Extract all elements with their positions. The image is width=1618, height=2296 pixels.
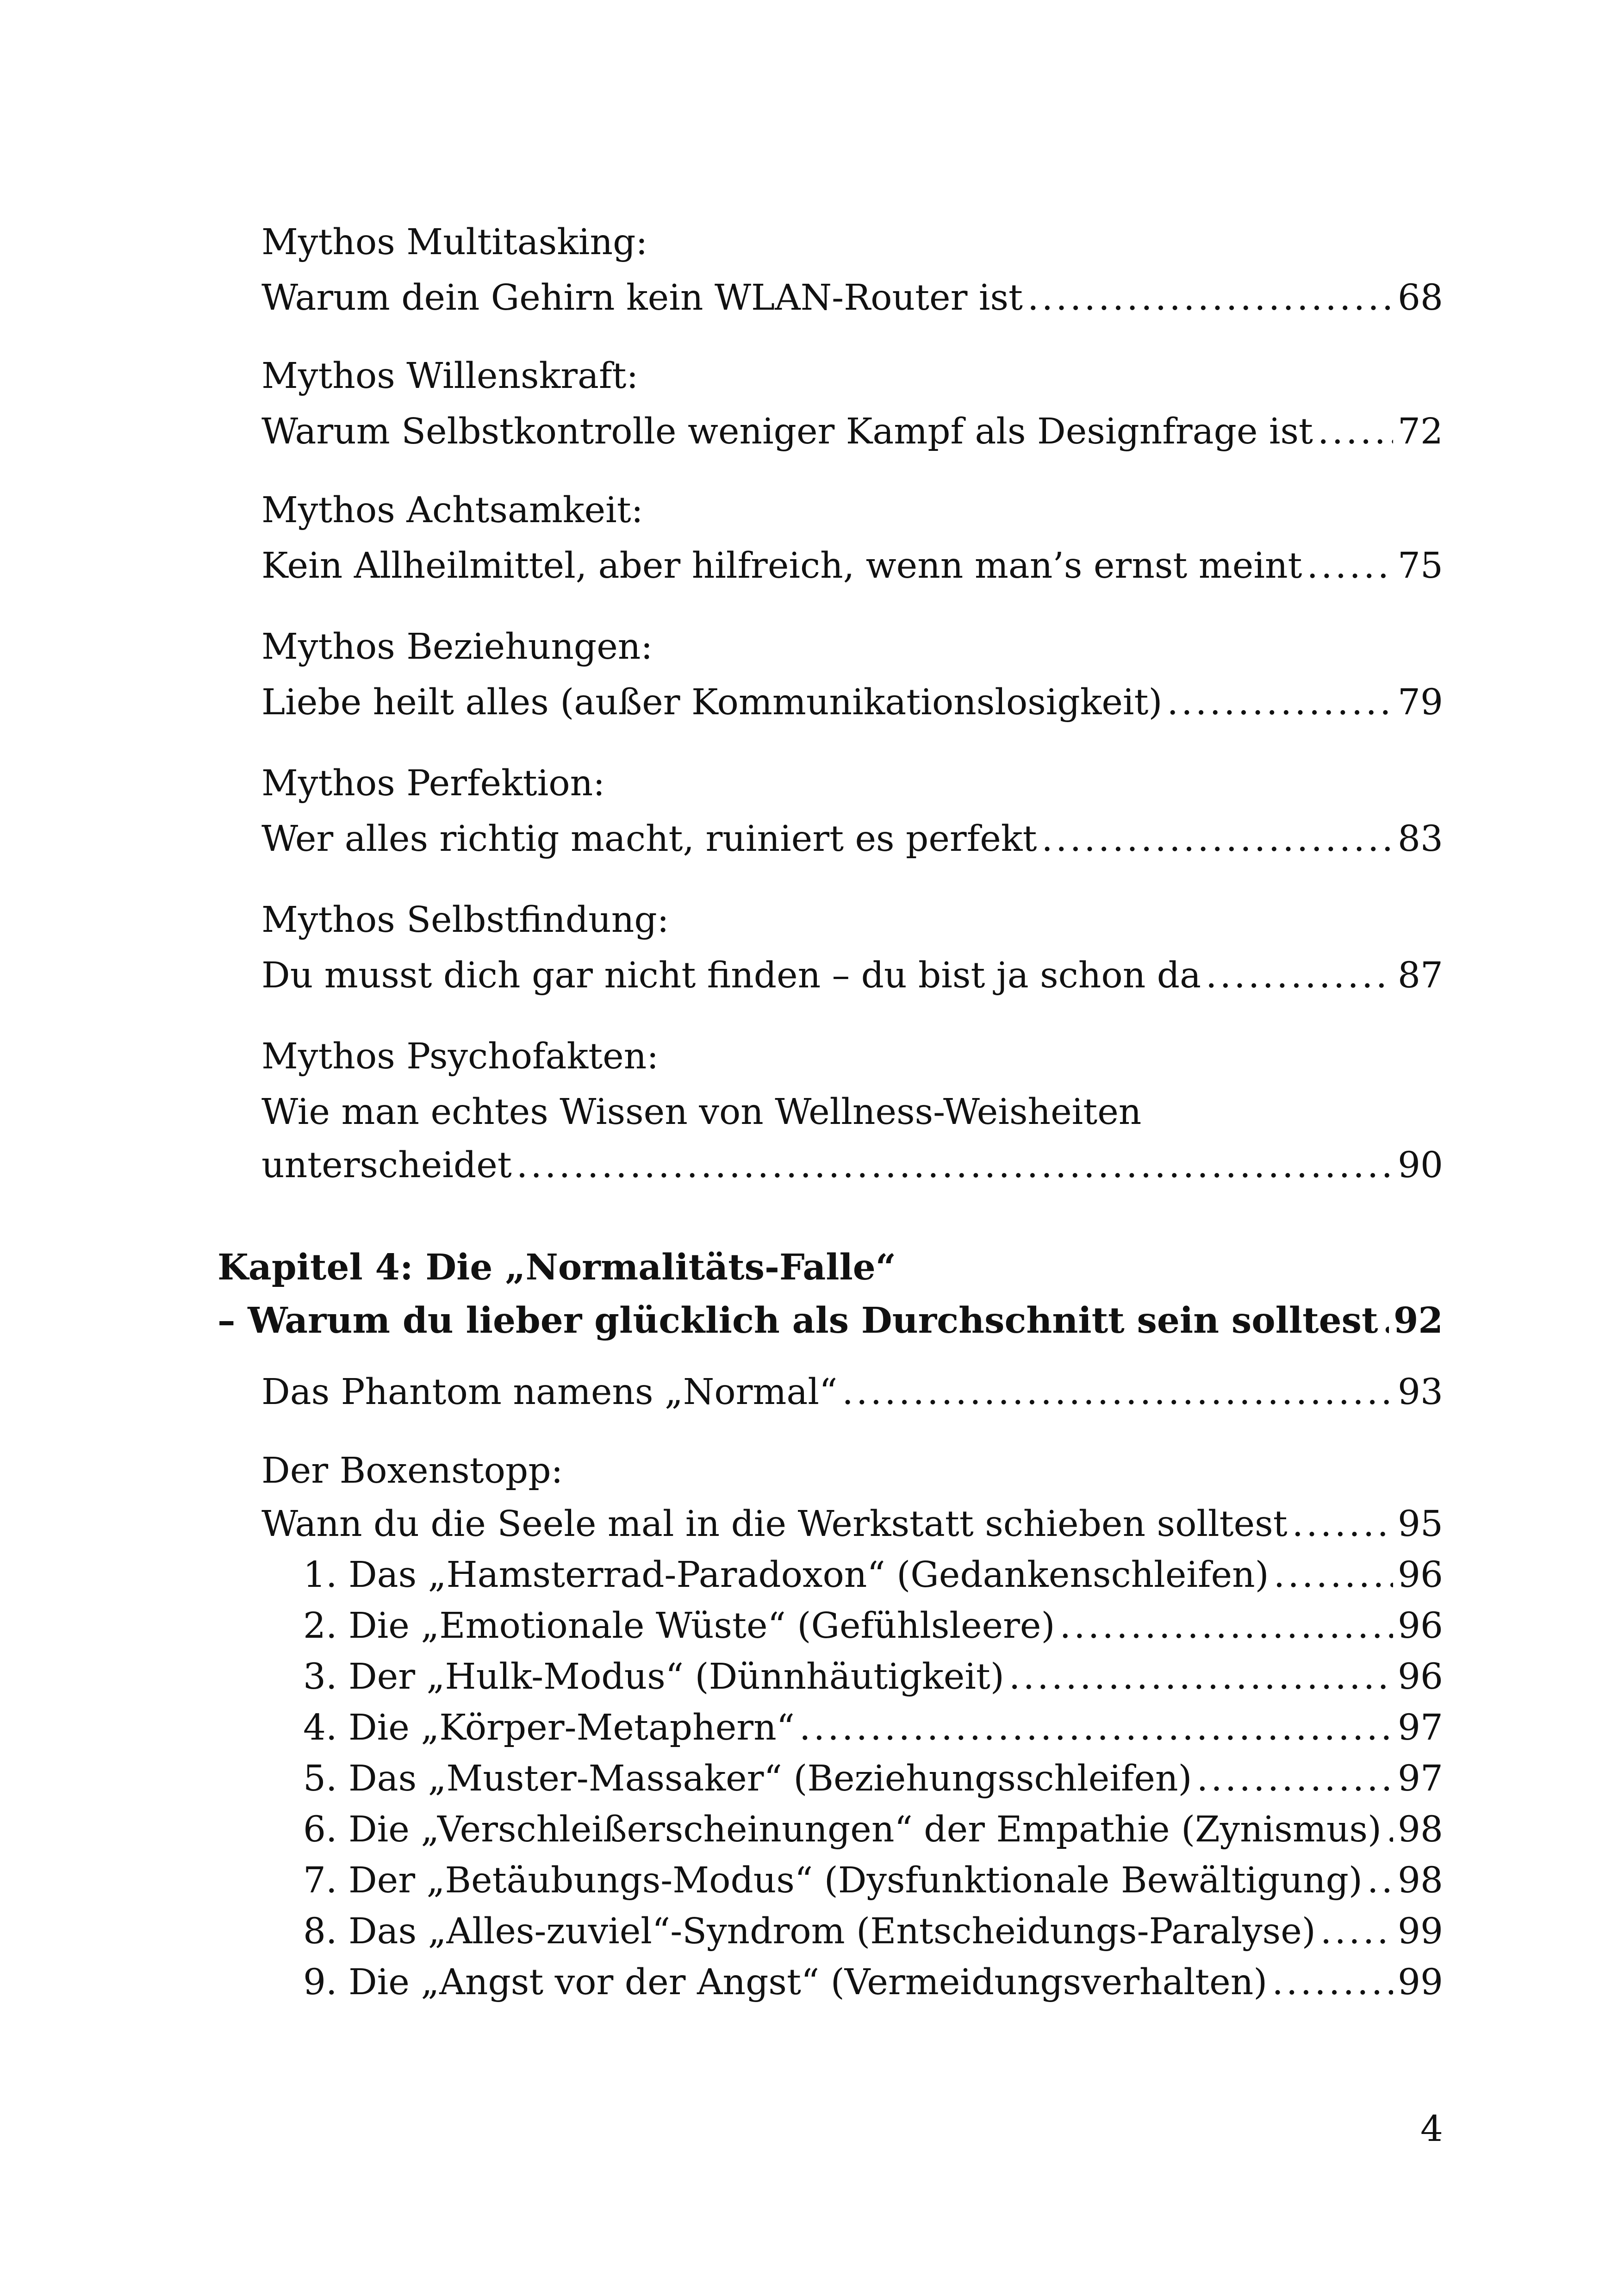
- entry-heading-text: Mythos Psychofakten:: [261, 1036, 659, 1077]
- page-ref: 97: [1398, 1758, 1443, 1799]
- toc-subitem[interactable]: [303, 1853, 1443, 1909]
- page-ref: 96: [1398, 1656, 1443, 1697]
- page-ref: 98: [1398, 1860, 1443, 1901]
- dot-leader: [517, 1138, 1393, 1193]
- entry-title: Wie man echtes Wissen von Wellness-Weisheiten: [261, 1092, 1142, 1133]
- page-ref: 68: [1398, 277, 1443, 318]
- dot-leader: [1206, 948, 1393, 1004]
- toc-entry-heading: [261, 756, 1443, 811]
- page-ref: 99: [1398, 1911, 1443, 1952]
- page-ref: 96: [1398, 1554, 1443, 1596]
- dot-leader: [1386, 1802, 1393, 1858]
- toc-entry-line[interactable]: [261, 1365, 1443, 1420]
- toc-subitem[interactable]: [303, 1547, 1443, 1603]
- dot-leader: [842, 1365, 1393, 1420]
- page-ref: 83: [1398, 818, 1443, 860]
- toc-entry-heading: [261, 349, 1443, 404]
- entry-heading-text: Mythos Selbstfindung:: [261, 899, 669, 941]
- toc-entry-line[interactable]: [261, 811, 1443, 867]
- toc-subitem[interactable]: [303, 1802, 1443, 1858]
- subitem-title: 5. Das „Muster-Massaker“ (Beziehungsschleifen): [303, 1758, 1192, 1799]
- subitem-title: 8. Das „Alles-zuviel“-Syndrom (Entscheidungs-Paralyse): [303, 1911, 1316, 1952]
- page-ref: 99: [1398, 1962, 1443, 2003]
- toc-entry-line[interactable]: [261, 270, 1443, 326]
- dot-leader: [1027, 270, 1393, 326]
- subitem-title: 4. Die „Körper-Metaphern“: [303, 1707, 795, 1748]
- toc-entry-heading: [261, 892, 1443, 948]
- dot-leader: [1060, 1598, 1393, 1654]
- toc-entry-title-line[interactable]: [261, 1085, 1443, 1140]
- dot-leader: [799, 1700, 1393, 1756]
- toc-entry-line[interactable]: [261, 1497, 1443, 1552]
- entry-title: Kein Allheilmittel, aber hilfreich, wenn man’s ernst meint: [261, 545, 1302, 586]
- entry-heading-text: Mythos Beziehungen:: [261, 626, 653, 668]
- page-ref: 95: [1398, 1504, 1443, 1545]
- toc-subitem[interactable]: [303, 1598, 1443, 1654]
- toc-entry-heading: [261, 619, 1443, 675]
- toc-entry-line[interactable]: [261, 1138, 1443, 1193]
- entry-title: Das Phantom namens „Normal“: [261, 1372, 838, 1413]
- toc-subitem[interactable]: [303, 1751, 1443, 1807]
- entry-title: unterscheidet: [261, 1145, 512, 1186]
- dot-leader: [1041, 811, 1393, 867]
- toc-entry-heading: [261, 1443, 1443, 1499]
- toc-subitem[interactable]: [303, 1955, 1443, 2010]
- dot-leader: [1383, 1293, 1389, 1348]
- entry-heading-text: Mythos Willenskraft:: [261, 356, 639, 397]
- entry-heading-text: Mythos Achtsamkeit:: [261, 490, 643, 531]
- dot-leader: [1367, 1853, 1393, 1909]
- dot-leader: [1318, 404, 1393, 460]
- subitem-title: 7. Der „Betäubungs-Modus“ (Dysfunktionale Bewältigung): [303, 1860, 1363, 1901]
- entry-title: Wann du die Seele mal in die Werkstatt schieben solltest: [261, 1504, 1288, 1545]
- dot-leader: [1197, 1751, 1393, 1807]
- page-ref: 93: [1398, 1372, 1443, 1413]
- toc-subitem[interactable]: [303, 1700, 1443, 1756]
- page-ref: 97: [1398, 1707, 1443, 1748]
- entry-title: Wer alles richtig macht, ruiniert es perfekt: [261, 818, 1037, 860]
- page-ref: 90: [1398, 1145, 1443, 1186]
- entry-heading-text: Mythos Multitasking:: [261, 222, 648, 263]
- subitem-title: 3. Der „Hulk-Modus“ (Dünnhäutigkeit): [303, 1656, 1004, 1697]
- page-ref: 92: [1393, 1300, 1443, 1341]
- toc-entry-line[interactable]: [261, 948, 1443, 1004]
- entry-title: Du musst dich gar nicht finden – du bist ja schon da: [261, 955, 1201, 996]
- dot-leader: [1320, 1904, 1393, 1959]
- toc-entry-heading: [261, 1029, 1443, 1085]
- toc-subitem[interactable]: [303, 1904, 1443, 1959]
- toc-subitem[interactable]: [303, 1649, 1443, 1705]
- page-ref: 98: [1398, 1809, 1443, 1850]
- subitem-title: 9. Die „Angst vor der Angst“ (Vermeidungsverhalten): [303, 1962, 1268, 2003]
- dot-leader: [1167, 675, 1393, 730]
- entry-title: Warum dein Gehirn kein WLAN-Router ist: [261, 277, 1023, 318]
- page-ref: 75: [1398, 545, 1443, 586]
- chapter-title: Kapitel 4: Die „Normalitäts-Falle“: [218, 1247, 896, 1288]
- dot-leader: [1272, 1955, 1393, 2010]
- entry-title: Liebe heilt alles (außer Kommunikationslosigkeit): [261, 682, 1163, 723]
- entry-title: Warum Selbstkontrolle weniger Kampf als Designfrage ist: [261, 411, 1313, 452]
- page-ref: 79: [1398, 682, 1443, 723]
- toc-entry-line[interactable]: [261, 538, 1443, 594]
- toc-entry-heading: [261, 215, 1443, 270]
- subitem-title: 6. Die „Verschleißerscheinungen“ der Empathie (Zynismus): [303, 1809, 1382, 1850]
- chapter-subtitle-line[interactable]: [218, 1293, 1443, 1348]
- toc-entry-line[interactable]: [261, 675, 1443, 730]
- toc-entry-line[interactable]: [261, 404, 1443, 460]
- subitem-title: 2. Die „Emotionale Wüste“ (Gefühlsleere): [303, 1605, 1055, 1647]
- dot-leader: [1307, 538, 1394, 594]
- subitem-title: 1. Das „Hamsterrad-Paradoxon“ (Gedankenschleifen): [303, 1554, 1269, 1596]
- dot-leader: [1274, 1547, 1393, 1603]
- page-ref: 96: [1398, 1605, 1443, 1647]
- chapter-subtitle: – Warum du lieber glücklich als Durchschnitt sein solltest: [218, 1300, 1378, 1341]
- dot-leader: [1292, 1497, 1393, 1552]
- page-ref: 72: [1398, 411, 1443, 452]
- entry-heading-text: Der Boxenstopp:: [261, 1450, 563, 1491]
- toc-entry-heading: [261, 483, 1443, 538]
- page-number: 4: [1420, 2109, 1443, 2150]
- entry-heading-text: Mythos Perfektion:: [261, 763, 605, 804]
- chapter-heading[interactable]: [218, 1240, 1443, 1295]
- page-ref: 87: [1398, 955, 1443, 996]
- dot-leader: [1009, 1649, 1393, 1705]
